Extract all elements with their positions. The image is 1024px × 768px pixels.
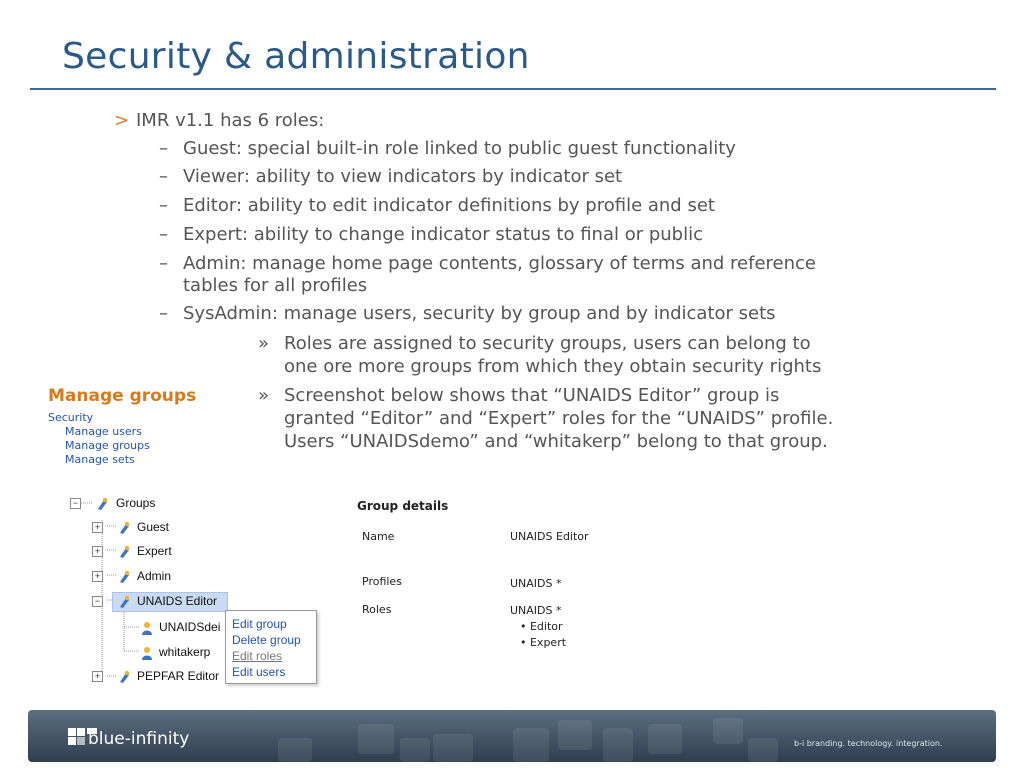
- collapse-toggle[interactable]: −: [92, 596, 103, 607]
- role-text: Editor: ability to edit indicator definitions by profile and set: [183, 195, 715, 216]
- manage-groups-title: Manage groups: [48, 386, 197, 406]
- role-text: Admin: manage home page contents, glossary of terms and reference: [183, 253, 816, 274]
- tree-node-label: UNAIDS Editor: [137, 594, 218, 608]
- role-item-expert: • Expert: [520, 636, 567, 649]
- group-icon: [117, 542, 131, 560]
- sub-text: granted “Editor” and “Expert” roles for the “UNAIDS” profile.: [284, 408, 834, 429]
- role-text: Expert: ability to change indicator status to final or public: [183, 224, 703, 245]
- role-text: SysAdmin: manage users, security by group and by indicator sets: [183, 303, 776, 324]
- group-icon: [117, 567, 131, 585]
- sub-bullet-roles-cont: [284, 356, 821, 378]
- manage-users-link[interactable]: Manage users: [65, 425, 142, 438]
- group-icon: [117, 518, 131, 536]
- footer-tagline: b-i branding. technology. integration.: [794, 739, 943, 748]
- name-label: Name: [362, 530, 395, 543]
- name-value: UNAIDS Editor: [510, 530, 589, 543]
- bullet-main-text: IMR v1.1 has 6 roles:: [136, 110, 325, 131]
- manage-groups-link[interactable]: Manage groups: [65, 439, 150, 452]
- group-icon: [95, 494, 109, 512]
- decor-tile: [358, 724, 394, 754]
- tree-node-label: whitakerp: [159, 645, 211, 659]
- dash: –: [159, 195, 168, 216]
- sub-bullet-screenshot: [258, 385, 780, 407]
- expand-toggle[interactable]: +: [92, 522, 103, 533]
- tree-node-label: Guest: [137, 520, 170, 534]
- role-text: Guest: special built-in role linked to public guest functionality: [183, 138, 736, 159]
- collapse-toggle[interactable]: −: [70, 498, 81, 509]
- menu-item-edit-users[interactable]: Edit users: [232, 665, 286, 679]
- footer-brand: blue-infinity: [88, 729, 190, 749]
- decor-tile: [513, 728, 549, 762]
- group-details-heading: Group details: [357, 499, 449, 513]
- user-icon: [140, 643, 154, 661]
- decor-tile: [648, 724, 682, 754]
- sub-bullet-screenshot-cont1: [284, 408, 833, 430]
- tree-node-label: UNAIDSdei: [159, 620, 221, 634]
- bullet-marker: >: [114, 110, 130, 131]
- tree-root-label: Groups: [116, 496, 156, 510]
- role-text: tables for all profiles: [183, 275, 368, 296]
- sub-marker: »: [258, 385, 270, 406]
- expand-toggle[interactable]: +: [92, 671, 103, 682]
- decor-tile: [558, 720, 592, 750]
- group-icon: [117, 592, 131, 610]
- tree-node-label: Admin: [137, 569, 172, 583]
- role-text: Viewer: ability to view indicators by indicator set: [183, 166, 623, 187]
- sub-text: Screenshot below shows that “UNAIDS Editor” group is: [284, 385, 780, 406]
- dash: –: [159, 138, 168, 159]
- decor-tile: [433, 734, 473, 762]
- profiles-value: UNAIDS *: [510, 577, 562, 590]
- dash: –: [159, 253, 168, 274]
- profiles-label: Profiles: [362, 575, 402, 588]
- decor-tile: [278, 738, 312, 762]
- sub-marker: »: [258, 333, 270, 354]
- sub-text: Users “UNAIDSdemo” and “whitakerp” belong to that group.: [284, 431, 828, 452]
- menu-item-edit-group[interactable]: Edit group: [232, 617, 287, 631]
- sub-bullet-roles: [258, 333, 811, 355]
- roles-value: UNAIDS *: [510, 604, 562, 617]
- group-icon: [117, 667, 131, 685]
- decor-tile: [713, 718, 743, 744]
- menu-item-edit-roles[interactable]: Edit roles: [232, 649, 283, 663]
- roles-label: Roles: [362, 603, 392, 616]
- dash: –: [159, 303, 168, 324]
- tree-node-label: PEPFAR Editor: [137, 669, 220, 683]
- sub-bullet-screenshot-cont2: [284, 431, 828, 453]
- user-icon: [140, 618, 154, 636]
- dash: –: [159, 166, 168, 187]
- expand-toggle[interactable]: +: [92, 546, 103, 557]
- slide-title: Security & administration: [62, 36, 530, 77]
- context-menu: [225, 610, 317, 684]
- decor-tile: [748, 738, 778, 762]
- security-link[interactable]: Security: [48, 411, 94, 424]
- dash: –: [159, 224, 168, 245]
- expand-toggle[interactable]: +: [92, 571, 103, 582]
- sub-text: Roles are assigned to security groups, users can belong to: [284, 333, 811, 354]
- role-item-editor: • Editor: [520, 620, 563, 633]
- decor-tile: [400, 738, 430, 762]
- tree-node-label: Expert: [137, 544, 172, 558]
- sub-text: one ore more groups from which they obtain security rights: [284, 356, 822, 377]
- decor-tile: [603, 728, 633, 762]
- manage-sets-link[interactable]: Manage sets: [65, 453, 135, 466]
- menu-item-delete-group[interactable]: Delete group: [232, 633, 301, 647]
